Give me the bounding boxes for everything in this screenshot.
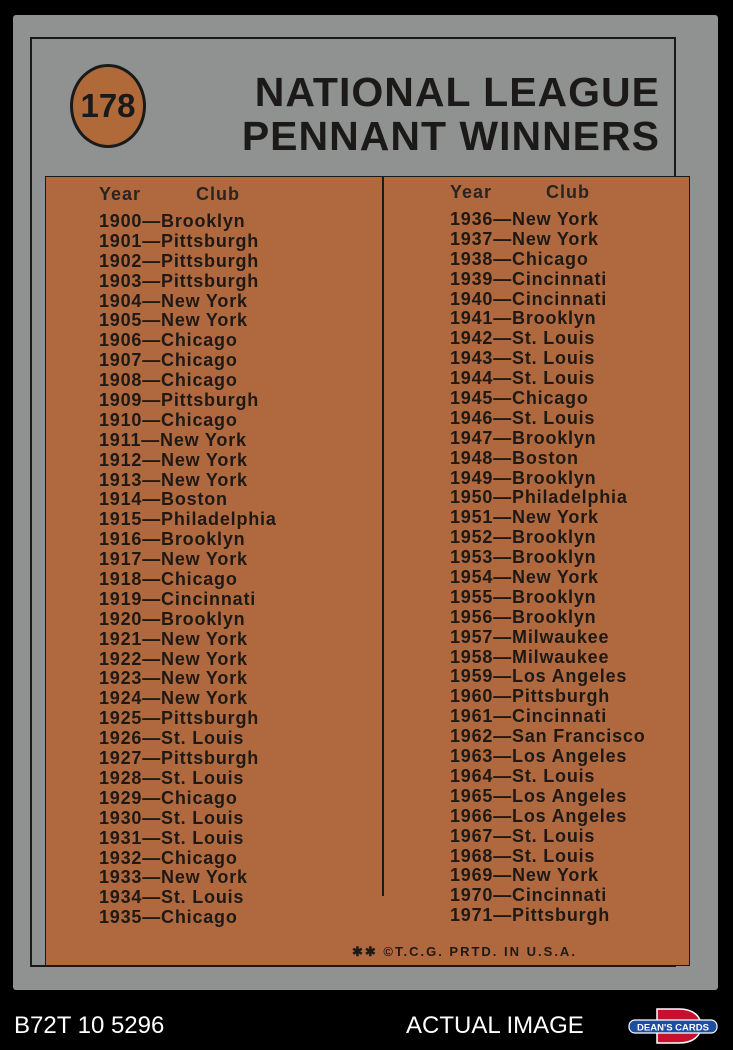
left-entry: 1915—Philadelphia — [99, 509, 277, 530]
right-entry: 1936—New York — [450, 209, 599, 229]
right-entry: 1950—Philadelphia — [450, 487, 628, 508]
left-entry: 1917—New York — [99, 549, 248, 570]
left-entry: 1921—New York — [99, 628, 248, 649]
left-entry: 1922—New York — [99, 648, 248, 669]
left-entry: 1913—New York — [99, 469, 248, 490]
dean-d-logo-icon — [627, 1006, 719, 1046]
left-entry: 1910—Chicago — [99, 409, 238, 430]
right-winners-list — [450, 210, 646, 926]
right-entry: 1962—San Francisco — [450, 726, 646, 747]
right-entry: 1971—Pittsburgh — [450, 905, 611, 926]
right-entry: 1940—Cincinnati — [450, 288, 608, 309]
right-club-header: Club — [546, 182, 590, 202]
left-entry: 1909—Pittsburgh — [99, 390, 260, 411]
left-entry: 1930—St. Louis — [99, 807, 245, 828]
left-entry: 1904—New York — [99, 290, 248, 311]
left-entry: 1926—St. Louis — [99, 728, 245, 749]
right-entry: 1970—Cincinnati — [450, 885, 608, 906]
right-entry: 1946—St. Louis — [450, 407, 596, 428]
right-entry: 1951—New York — [450, 507, 599, 528]
left-entry: 1927—Pittsburgh — [99, 748, 260, 769]
left-entry: 1918—Chicago — [99, 569, 238, 590]
left-entry: 1925—Pittsburgh — [99, 708, 260, 729]
actual-image-label: ACTUAL IMAGE — [406, 1012, 584, 1039]
right-entry: 1938—Chicago — [450, 248, 589, 269]
logo-text: DEAN'S CARDS — [637, 1022, 709, 1034]
right-entry: 1958—Milwaukee — [450, 646, 610, 667]
right-entry: 1964—St. Louis — [450, 765, 596, 786]
right-entry: 1967—St. Louis — [450, 825, 596, 846]
left-entry: 1900—Brooklyn — [99, 211, 246, 231]
right-entry: 1937—New York — [450, 228, 599, 249]
right-entry: 1945—Chicago — [450, 388, 589, 409]
left-entry: 1920—Brooklyn — [99, 608, 246, 629]
right-entry: 1961—Cincinnati — [450, 706, 608, 727]
left-entry: 1928—St. Louis — [99, 767, 245, 788]
left-entry: 1933—New York — [99, 867, 248, 888]
left-entry: 1914—Boston — [99, 489, 228, 510]
left-entry: 1908—Chicago — [99, 370, 238, 391]
left-entry: 1924—New York — [99, 688, 248, 709]
left-winners-list — [99, 212, 277, 928]
left-entry: 1905—New York — [99, 310, 248, 331]
left-club-header: Club — [196, 184, 240, 204]
left-entry: 1929—Chicago — [99, 787, 238, 808]
right-entry: 1968—St. Louis — [450, 845, 596, 866]
right-entry: 1963—Los Angeles — [450, 746, 628, 767]
column-divider — [382, 176, 384, 896]
right-entry: 1960—Pittsburgh — [450, 686, 611, 707]
copyright-footer: ✱✱ ©T.C.G. PRTD. IN U.S.A. — [352, 944, 577, 959]
left-entry: 1902—Pittsburgh — [99, 250, 260, 271]
left-year-header: Year — [99, 184, 142, 204]
right-entry: 1952—Brooklyn — [450, 527, 597, 548]
left-entry: 1912—New York — [99, 449, 248, 470]
right-entry: 1942—St. Louis — [450, 328, 596, 349]
right-entry: 1966—Los Angeles — [450, 805, 628, 826]
left-entry: 1923—New York — [99, 668, 248, 689]
left-entry: 1931—St. Louis — [99, 827, 245, 848]
left-entry: 1916—Brooklyn — [99, 529, 246, 550]
left-entry: 1911—New York — [99, 429, 247, 450]
right-entry: 1949—Brooklyn — [450, 467, 597, 488]
right-entry: 1947—Brooklyn — [450, 427, 597, 448]
left-entry: 1903—Pittsburgh — [99, 270, 260, 291]
right-entry: 1965—Los Angeles — [450, 785, 628, 806]
left-entry: 1919—Cincinnati — [99, 588, 257, 609]
left-entry: 1907—Chicago — [99, 350, 238, 371]
card-number: 178 — [80, 87, 136, 124]
left-entry: 1932—Chicago — [99, 847, 238, 868]
right-entry: 1954—New York — [450, 567, 599, 588]
right-entry: 1956—Brooklyn — [450, 606, 597, 627]
right-entry: 1955—Brooklyn — [450, 586, 597, 607]
right-entry: 1957—Milwaukee — [450, 626, 610, 647]
card-number-badge — [70, 64, 146, 148]
right-entry: 1941—Brooklyn — [450, 308, 597, 329]
card-title-line2: PENNANT WINNERS — [241, 113, 660, 159]
right-entry: 1953—Brooklyn — [450, 547, 597, 568]
left-entry: 1906—Chicago — [99, 330, 238, 351]
right-entry: 1948—Boston — [450, 447, 579, 468]
right-entry: 1939—Cincinnati — [450, 268, 608, 289]
inventory-code: B72T 10 5296 — [14, 1012, 165, 1039]
right-entry: 1944—St. Louis — [450, 368, 596, 389]
right-entry: 1959—Los Angeles — [450, 666, 628, 687]
left-entry: 1934—St. Louis — [99, 887, 245, 908]
right-year-header: Year — [450, 182, 493, 202]
left-entry: 1901—Pittsburgh — [99, 230, 260, 251]
card-title-line1: NATIONAL LEAGUE — [254, 69, 660, 115]
right-entry: 1943—St. Louis — [450, 348, 596, 369]
right-entry: 1969—New York — [450, 865, 599, 886]
card-title — [190, 70, 660, 158]
left-entry: 1935—Chicago — [99, 907, 238, 928]
